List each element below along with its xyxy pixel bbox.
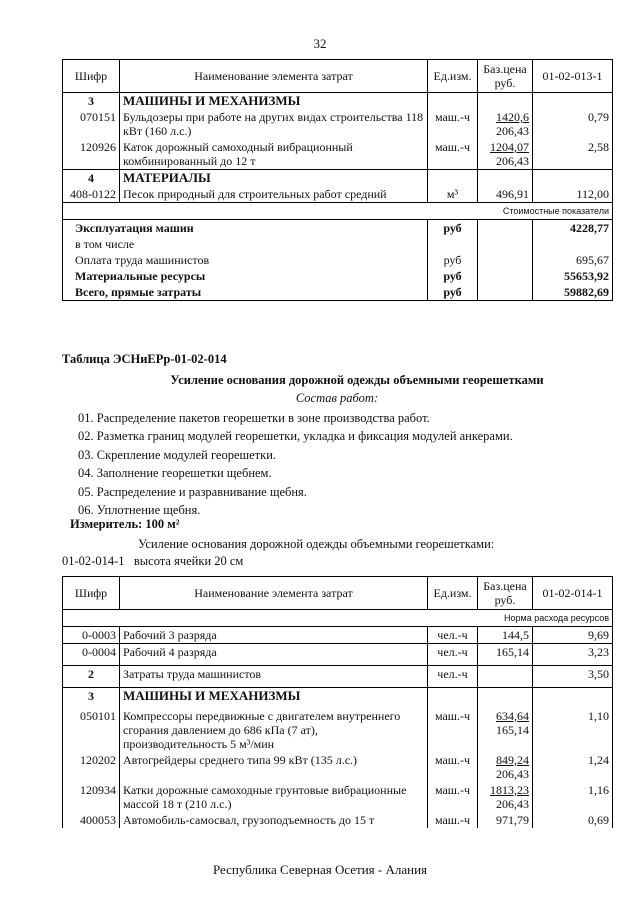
table-row	[63, 186, 613, 203]
summary-value: 55653,92	[533, 268, 613, 284]
table-row	[63, 139, 613, 170]
table-header	[63, 577, 613, 610]
section-row	[63, 170, 613, 187]
col-code: Шифр	[63, 60, 120, 93]
row-value: 3,23	[533, 644, 613, 666]
row-unit: маш.-ч	[428, 708, 478, 752]
row-code: 0-0004	[63, 644, 120, 666]
page-number: 32	[313, 36, 327, 51]
footer-text: Республика Северная Осетия - Алания	[212, 862, 428, 877]
resource-table-2	[62, 576, 613, 828]
row-unit: чел.-ч	[428, 627, 478, 644]
summary-value: 4228,77	[533, 220, 613, 237]
section-heading: Усиление основания дорожной одежды объемными георешетками	[170, 373, 544, 387]
summary-name: Оплата труда машинистов	[63, 252, 428, 268]
intro-text: Усиление основания дорожной одежды объемными георешетками:	[138, 537, 495, 551]
summary-unit: руб	[428, 268, 478, 284]
summary-unit	[428, 236, 478, 252]
row-name: Компрессоры передвижные с двигателем внутреннего сгорания давлением до 686 кПа (7 ат), производительность 5 м³/мин	[120, 708, 428, 752]
row-code: 400053	[63, 812, 120, 828]
row-name: Рабочий 3 разряда	[120, 627, 428, 644]
section-num: 3	[63, 688, 120, 708]
summary-name: в том числе	[63, 236, 428, 252]
summary-row	[63, 252, 613, 268]
row-name: Каток дорожный самоходный вибрационный комбинированный до 12 т	[120, 139, 428, 170]
summary-unit: руб	[428, 220, 478, 237]
code-line: 01-02-014-1 высота ячейки 20 см	[62, 554, 244, 568]
col-rate: 01-02-014-1	[533, 577, 613, 610]
section-value: 3,50	[533, 666, 613, 688]
section-title: МАШИНЫ И МЕХАНИЗМЫ	[120, 688, 428, 708]
section-num: 4	[63, 170, 120, 187]
col-unit: Ед.изм.	[428, 577, 478, 610]
row-value: 1,10	[533, 708, 613, 752]
row-name: Рабочий 4 разряда	[120, 644, 428, 666]
col-name: Наименование элемента затрат	[120, 60, 428, 93]
row-code: 120934	[63, 782, 120, 812]
summary-row	[63, 220, 613, 237]
row-code: 120202	[63, 752, 120, 782]
col-name: Наименование элемента затрат	[120, 577, 428, 610]
summary-name: Материальные ресурсы	[63, 268, 428, 284]
table-row	[63, 109, 613, 139]
row-unit: маш.-ч	[428, 782, 478, 812]
table-title: Таблица ЭСНиЕРр-01-02-014	[62, 352, 227, 366]
summary-unit: руб	[428, 284, 478, 301]
row-value: 112,00	[533, 186, 613, 203]
row-value: 1,16	[533, 782, 613, 812]
section-title: Затраты труда машинистов	[120, 666, 428, 688]
table-row	[63, 812, 613, 828]
summary-value: 695,67	[533, 252, 613, 268]
row-price: 971,79	[478, 812, 533, 828]
table-row	[63, 708, 613, 752]
row-value: 1,24	[533, 752, 613, 782]
summary-name: Эксплуатация машин	[63, 220, 428, 237]
row-value: 0,79	[533, 109, 613, 139]
col-price: Баз.цена руб.	[478, 577, 533, 610]
row-price: 144,5	[478, 627, 533, 644]
step-item: 06. Уплотнение щебня.	[78, 503, 201, 518]
row-price: 849,24 206,43	[478, 752, 533, 782]
row-code: 070151	[63, 109, 120, 139]
section-title: МАТЕРИАЛЫ	[120, 170, 428, 187]
row-name: Песок природный для строительных работ средний	[120, 186, 428, 203]
summary-row	[63, 268, 613, 284]
section-unit: чел.-ч	[428, 666, 478, 688]
section-row	[63, 666, 613, 688]
section-num: 3	[63, 93, 120, 110]
section-row	[63, 93, 613, 110]
row-code: 408-0122	[63, 186, 120, 203]
row-unit: маш.-ч	[428, 139, 478, 170]
step-item: 05. Распределение и разравнивание щебня.	[78, 484, 307, 499]
col-rate: 01-02-013-1	[533, 60, 613, 93]
row-price: 1813,23 206,43	[478, 782, 533, 812]
col-price: Баз.цена руб.	[478, 60, 533, 93]
summary-value	[533, 236, 613, 252]
row-code: 050101	[63, 708, 120, 752]
step-item: 03. Скрепление модулей георешетки.	[78, 447, 277, 462]
meter-label: Измеритель: 100 м²	[70, 517, 180, 531]
row-price: 165,14	[478, 644, 533, 666]
row-value: 0,69	[533, 812, 613, 828]
summary-unit: руб	[428, 252, 478, 268]
composition-label: Состав работ:	[295, 391, 379, 405]
row-price: 1204,07 206,43	[478, 139, 533, 170]
norm-label: Норма расхода ресурсов	[63, 610, 613, 627]
row-price: 1420,6 206,43	[478, 109, 533, 139]
col-unit: Ед.изм.	[428, 60, 478, 93]
table-row	[63, 627, 613, 644]
row-name: Автогрейдеры среднего типа 99 кВт (135 л.с.)	[120, 752, 428, 782]
section-title: МАШИНЫ И МЕХАНИЗМЫ	[120, 93, 428, 110]
row-unit: м³	[428, 186, 478, 203]
summary-row	[63, 236, 613, 252]
row-name: Катки дорожные самоходные грунтовые вибрационные массой 18 т (210 л.с.)	[120, 782, 428, 812]
steps-list	[78, 409, 513, 519]
norm-label-row	[63, 610, 613, 627]
col-code: Шифр	[63, 577, 120, 610]
row-code: 0-0003	[63, 627, 120, 644]
row-name: Автомобиль-самосвал, грузоподъемность до 15 т	[120, 812, 428, 828]
row-name: Бульдозеры при работе на других видах строительства 118 кВт (160 л.с.)	[120, 109, 428, 139]
row-price: 496,91	[478, 186, 533, 203]
row-unit: чел.-ч	[428, 644, 478, 666]
table-row	[63, 782, 613, 812]
table-header	[63, 60, 613, 93]
table-row	[63, 752, 613, 782]
row-value: 2,58	[533, 139, 613, 170]
row-unit: маш.-ч	[428, 812, 478, 828]
section-num: 2	[63, 666, 120, 688]
step-item: 01. Распределение пакетов георешетки в зоне производства работ.	[78, 411, 430, 425]
step-item: 02. Разметка границ модулей георешетки, укладка и фиксация модулей анкерами.	[78, 429, 513, 444]
row-unit: маш.-ч	[428, 752, 478, 782]
cost-label: Стоимостные показатели	[63, 203, 613, 220]
section-row	[63, 688, 613, 708]
row-code: 120926	[63, 139, 120, 170]
resource-table-1	[62, 59, 613, 301]
row-value: 9,69	[533, 627, 613, 644]
summary-value: 59882,69	[533, 284, 613, 301]
step-item: 04. Заполнение георешетки щебнем.	[78, 466, 272, 481]
cost-label-row	[63, 203, 613, 220]
summary-row	[63, 284, 613, 301]
summary-name: Всего, прямые затраты	[63, 284, 428, 301]
row-price: 634,64 165,14	[478, 708, 533, 752]
table-row	[63, 644, 613, 666]
row-unit: маш.-ч	[428, 109, 478, 139]
